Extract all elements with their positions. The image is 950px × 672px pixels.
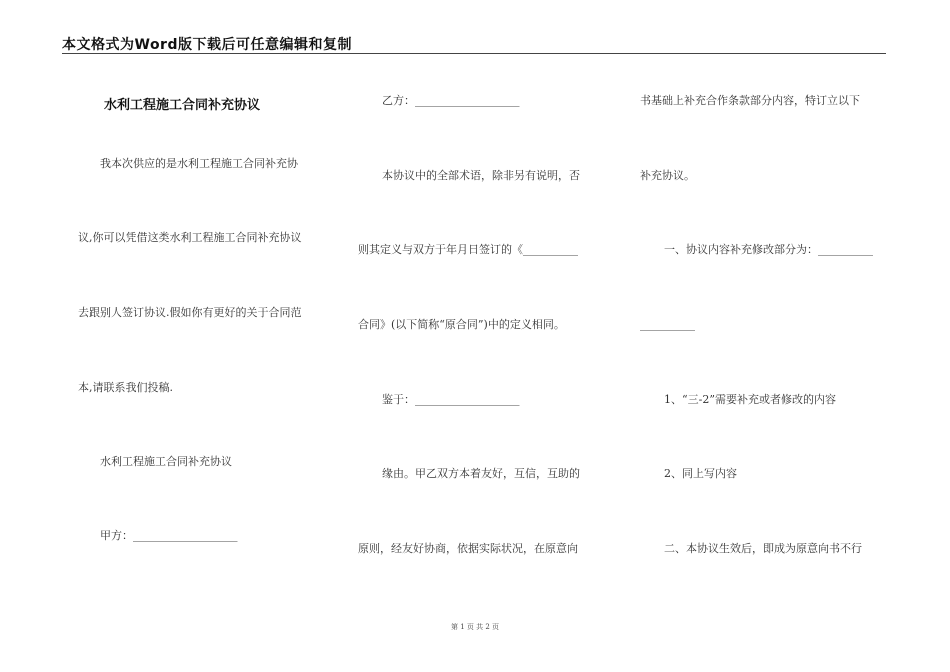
- whereas-field: 鉴于：___________________: [382, 393, 520, 406]
- left-line-5: 水利工程施工合同补充协议: [100, 455, 232, 468]
- left-line-4: 本,请联系我们投稿.: [78, 381, 173, 394]
- document-title: 水利工程施工合同补充协议: [104, 98, 261, 113]
- middle-line-7: 原则，经友好协商，依据实际状况，在原意向: [358, 542, 578, 555]
- right-line-3: 一、协议内容补充修改部分为：__________: [664, 243, 873, 256]
- middle-line-6: 缘由。甲乙双方本着友好，互信，互助的: [382, 467, 580, 480]
- header-title: 本文格式为Word版下载后可任意编辑和复制: [62, 37, 352, 53]
- right-line-1: 书基础上补充合作条款部分内容，特订立以下: [640, 94, 860, 107]
- right-line-5: 1、“三-2”需要补充或者修改的内容: [664, 393, 836, 406]
- left-line-2: 议,你可以凭借这类水利工程施工合同补充协议: [78, 231, 302, 244]
- right-line-2: 补充协议。: [640, 169, 695, 182]
- right-line-4: __________: [640, 318, 695, 331]
- party-b-field: 乙方：___________________: [382, 94, 520, 107]
- left-line-3: 去跟别人签订协议.假如你有更好的关于合同范: [78, 306, 302, 319]
- left-line-1: 我本次供应的是水利工程施工合同补充协: [100, 157, 298, 170]
- middle-line-2: 本协议中的全部术语，除非另有说明，否: [382, 169, 580, 182]
- middle-line-3: 则其定义与双方于年月日签订的《__________: [358, 243, 578, 256]
- middle-line-4: 合同》(以下简称“原合同”)中的定义相同。: [358, 318, 565, 331]
- party-a-field: 甲方：___________________: [100, 529, 238, 542]
- page-number: 第 1 页 共 2 页: [450, 623, 500, 631]
- right-line-7: 二、本协议生效后，即成为原意向书不行: [664, 542, 862, 555]
- right-line-6: 2、同上写内容: [664, 467, 737, 480]
- header-rule: [62, 53, 886, 54]
